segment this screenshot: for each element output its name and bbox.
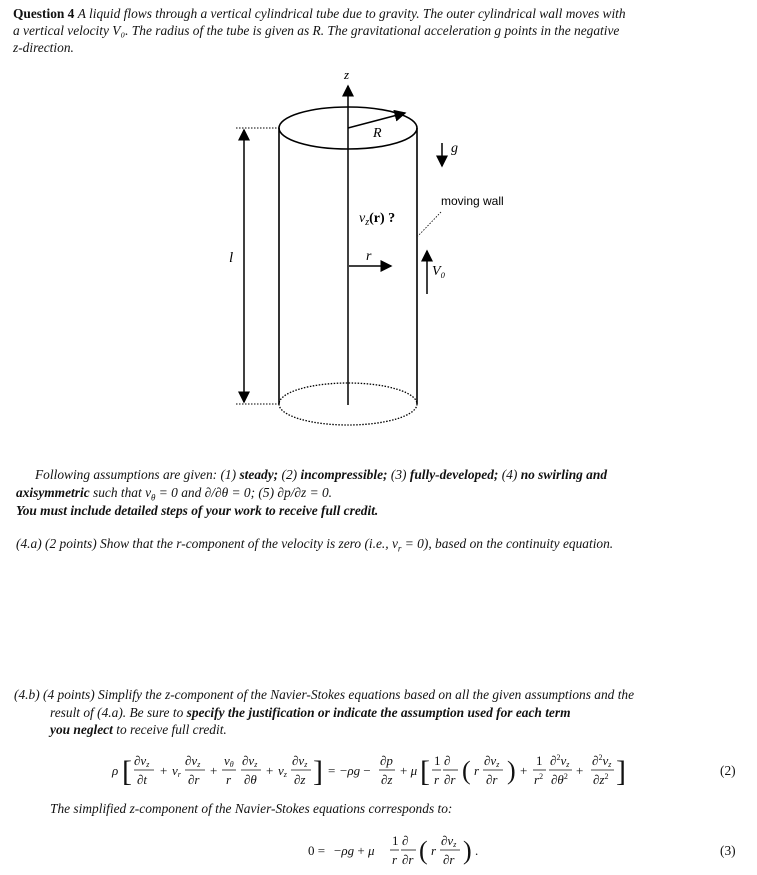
svg-text:+: + [266,763,274,778]
svg-text:∂: ∂ [402,833,409,848]
svg-text:r: r [434,772,440,787]
radius-label: R [373,126,382,141]
assumptions-tail: such that v [93,485,152,500]
svg-text:∂θ: ∂θ [244,772,257,787]
svg-text:[: [ [420,755,430,788]
assumption-steady: steady; [239,467,279,482]
svg-text:∂r: ∂r [188,772,200,787]
equation-2 [110,748,710,794]
svg-text:+: + [576,763,584,778]
svg-text:∂vz: ∂vz [134,753,150,769]
assumption-no-swirling: no swirling and [520,467,608,482]
svg-text:∂vz: ∂vz [441,833,457,849]
assumptions-tail2: = 0 and ∂/∂θ = 0; (5) ∂p/∂z = 0. [158,485,333,500]
svg-text:): ) [507,756,516,785]
svg-text:∂z: ∂z [294,772,306,787]
z-axis-label: z [344,67,350,82]
svg-text:−ρg + μ: −ρg + μ [334,843,375,858]
svg-text:∂z2: $\partial z^2$ [593,772,609,787]
instruction-line: You must include detailed steps of your work to receive full credit. [16,503,379,518]
svg-text:∂2vz: ∂$^2$vz [550,753,570,769]
svg-text:∂r: ∂r [443,852,455,867]
svg-text:(: ( [462,756,471,785]
svg-text:∂vz: ∂vz [292,753,308,769]
simplified-label: The simplified z-component of the Navier-Stokes equations corresponds to: [50,801,453,816]
svg-text:∂vz: ∂vz [185,753,201,769]
svg-text:+: + [160,763,168,778]
assumption-num-2: (2) [281,467,298,482]
svg-text:∂vz: ∂vz [242,753,258,769]
r-axis-label: r [366,249,372,264]
question-line-2: a vertical velocity V₀. The radius of the tube is given as R. The gravitational acceleration g points in the negative [13,23,620,38]
svg-text:r: r [431,843,437,858]
equation-2-number: (2) [720,763,736,778]
svg-text:1: 1 [392,833,399,848]
svg-text:]: ] [313,755,323,788]
svg-text:∂r: ∂r [402,852,414,867]
part-a-text: (4.a) (2 points) Show that the r-component of the velocity is zero (i.e., v [16,536,398,551]
assumption-num-3: (3) [390,467,407,482]
svg-text:∂vz: ∂vz [484,753,500,769]
assumption-fully-developed: fully-developed; [409,467,499,482]
svg-text:r: r [474,763,480,778]
part-a-sub: r [397,543,402,554]
svg-text:∂t: ∂t [137,772,148,787]
svg-text:r2: $r^2$ [534,772,544,787]
svg-text:+: + [520,763,528,778]
part-a-text-end: = 0), based on the continuity equation. [404,536,614,551]
equation-3 [300,828,500,872]
svg-text:]: ] [616,755,626,788]
svg-text:r: r [392,852,398,867]
svg-text:∂z: ∂z [381,772,393,787]
question-text-1: A liquid flows through a vertical cylindrical tube due to gravity. The outer cylindrical wall moves with [77,6,626,21]
svg-text:[: [ [122,755,132,788]
part-b-line-3 [50,721,227,738]
svg-text:+ μ: + μ [400,763,418,778]
assumption-axisymmetric: axisymmetric [16,485,90,500]
part-b-line-1: (4.b) (4 points) Simplify the z-component of the Navier-Stokes equations based on all the given assumptions and the [14,687,635,702]
svg-text:vθ: vθ [224,753,234,769]
assumptions-line-1 [35,466,750,483]
moving-wall-pointer [418,212,441,236]
part-a [16,535,746,558]
svg-text:(: ( [419,836,428,865]
svg-text:∂θ2: $\partial\theta^2$ [551,772,568,787]
part-b-line-2 [50,704,750,721]
moving-wall-label: moving wall [441,194,504,208]
svg-text:vz: vz [278,763,287,779]
svg-text:vr: vr [172,763,181,779]
wall-velocity-label: V₀ [432,264,446,279]
svg-text:∂r: ∂r [486,772,498,787]
question-line-3: z-direction. [13,40,74,55]
svg-text:−ρg −: −ρg − [340,763,371,778]
svg-text:=: = [328,763,336,778]
svg-text:∂2vz: ∂$^2$vz [592,753,612,769]
svg-text:∂p: ∂p [380,753,393,768]
svg-text:+: + [210,763,218,778]
velocity-profile-label: $v_z(r)$ ? [359,211,396,228]
part-b-line-3a: you neglect [50,722,113,737]
svg-text:∂: ∂ [444,753,451,768]
svg-text:∂r: ∂r [444,772,456,787]
assumption-num-4: (4) [501,467,518,482]
part-b-line-2a: result of (4.a). Be sure to [50,705,184,720]
assumptions-intro: Following assumptions are given: (1) [35,467,237,482]
svg-text:0 =: 0 = [308,843,326,858]
assumption-incompressible: incompressible; [300,467,388,482]
svg-text:.: . [475,843,479,858]
part-b-line-3b: to receive full credit. [116,722,227,737]
svg-text:ρ: ρ [112,763,119,778]
svg-text:): ) [463,836,472,865]
svg-text:1: 1 [434,753,441,768]
gravity-label: g [451,141,458,156]
length-label: l [229,250,234,266]
assumptions-tail-sub: θ [151,492,156,503]
svg-text:r: r [226,772,232,787]
svg-text:1: 1 [536,753,543,768]
question-label: Question 4 [13,6,75,21]
equation-3-number: (3) [720,843,736,858]
part-b-line-2b: specify the justification or indicate the assumption used for each term [186,705,571,720]
